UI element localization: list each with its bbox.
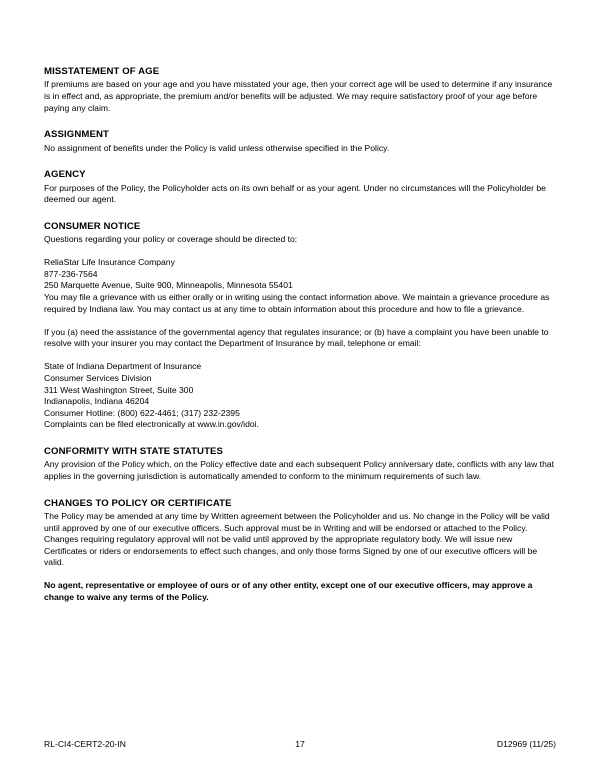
section-paragraph: Any provision of the Policy which, on the Policy effective date and each subsequent Policy anniversary date, conflicts with any law that applies in the governing jurisdiction is automatically amended to conform to the minimum requirements of such law.: [44, 459, 555, 481]
section-heading: MISSTATEMENT OF AGE: [44, 66, 160, 77]
section-agency: [44, 169, 556, 206]
section-changes-to-policy-or-certificate: [44, 498, 556, 604]
section-bold-note: No agent, representative or employee of ours or of any other entity, except one of our executive officers, may approve a change to waive any terms of the Policy.: [44, 580, 533, 603]
section-consumer-notice: [44, 221, 556, 431]
section-misstatement-of-age: [44, 66, 556, 114]
section-conformity-with-state-statutes: [44, 446, 556, 483]
section-paragraph: For purposes of the Policy, the Policyholder acts on its own behalf or as your agent. Under no circumstances will the Policyholder be deemed our agent.: [44, 182, 546, 205]
doi-website-note: Complaints can be filed electronically at www.in.gov/idoi.: [44, 419, 259, 430]
insurer-contact-block: [44, 257, 556, 292]
doi-city-state-zip: Indianapolis, Indiana 46204: [44, 396, 150, 407]
footer-page-number: 17: [295, 739, 305, 749]
section-heading: CONSUMER NOTICE: [44, 220, 141, 232]
doi-division: Consumer Services Division: [44, 373, 152, 384]
section-heading: CHANGES TO POLICY OR CERTIFICATE: [44, 497, 232, 509]
section-paragraph: No assignment of benefits under the Policy is valid unless otherwise specified in the Policy.: [44, 142, 390, 153]
complaint-paragraph: If you (a) need the assistance of the governmental agency that regulates insurance; or (b) have a complaint you have been unable to resolve with your insurer you may contact the Department of Insurance by mail, telephone or email:: [44, 326, 549, 349]
section-assignment: [44, 129, 556, 154]
section-heading: ASSIGNMENT: [44, 129, 109, 141]
doi-street-address: 311 West Washington Street, Suite 300: [44, 384, 194, 395]
footer-form-number: RL-CI4-CERT2-20-IN: [44, 739, 126, 749]
doi-name: State of Indiana Department of Insurance: [44, 361, 202, 372]
section-heading: AGENCY: [44, 169, 86, 181]
page-footer: [44, 738, 556, 752]
grievance-paragraph: You may file a grievance with us either orally or in writing using the contact information above. We maintain a grievance procedure as required by Indiana law. You may contact us at any time to obtain information about this procedure and how to file a grievance.: [44, 292, 550, 314]
section-heading: CONFORMITY WITH STATE STATUTES: [44, 446, 224, 457]
insurer-street-address: 250 Marquette Avenue, Suite 900, Minneapolis, Minnesota 55401: [44, 280, 293, 291]
section-paragraph: If premiums are based on your age and you have misstated your age, then your correct age will be used to determine if any insurance is in effect and, as appropriate, the premium and/or benefits will be adjusted. We may require satisfactory proof of your age before paying any claim.: [44, 79, 553, 113]
insurer-name: ReliaStar Life Insurance Company: [44, 257, 175, 268]
section-paragraph: Questions regarding your policy or coverage should be directed to:: [44, 234, 298, 245]
footer-document-code: D12969 (11/25): [496, 739, 556, 749]
department-of-insurance-contact-block: [44, 361, 556, 431]
doi-hotline: Consumer Hotline: (800) 622-4461; (317) 232-2395: [44, 407, 240, 418]
insurer-phone: 877-236-7564: [44, 268, 98, 279]
document-body: [44, 66, 556, 604]
section-paragraph: The Policy may be amended at any time by Written agreement between the Policyholder and us. No change in the Policy will be valid until approved by one of our executive officers. Such approval must be in Writing and will be endorsed or attached to the Policy. Changes requiring regulatory approval will not be valid until approved by the appropriate regulatory body. We will issue new Certificates or riders or endorsements to effect such changes, and only those forms Signed by one of our executive officers will be valid.: [44, 511, 550, 568]
